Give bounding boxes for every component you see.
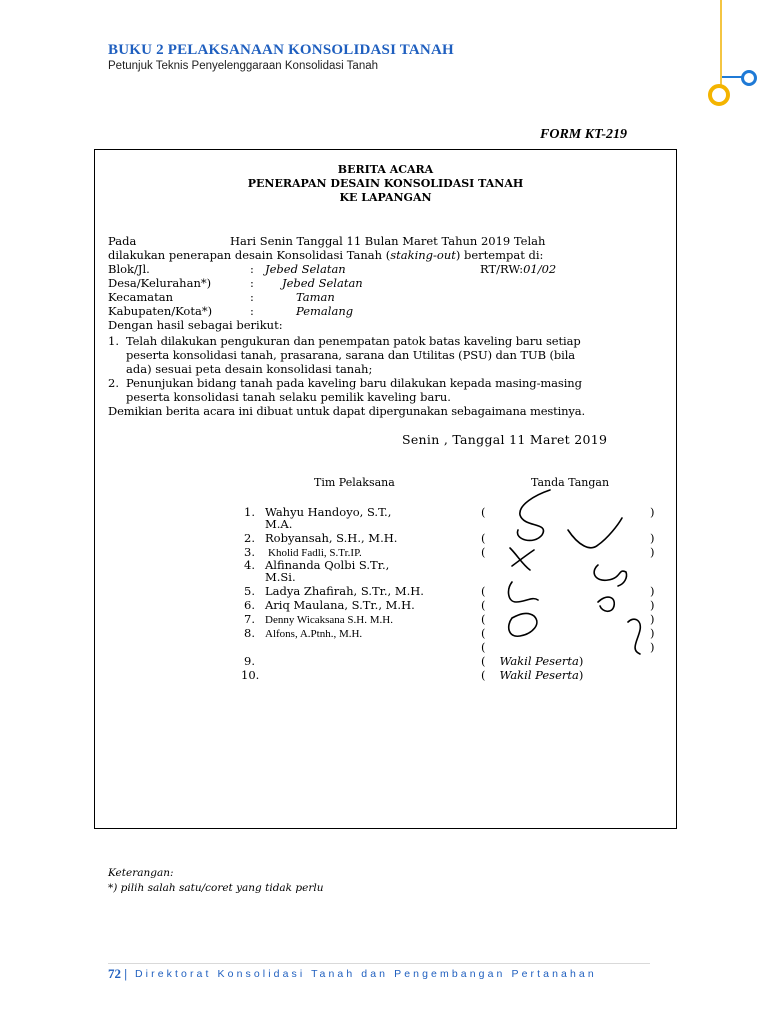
member-3-name: Kholid Fadli, S.Tr.IP. <box>268 547 362 559</box>
intro-line2: dilakukan penerapan desain Konsolidasi Tanah (staking-out) bertempat di: <box>108 248 544 262</box>
item1-number: 1. <box>108 334 119 348</box>
signature-2 <box>568 518 622 548</box>
kecamatan-value: Taman <box>296 290 335 304</box>
member-7-no: 7. <box>244 612 255 626</box>
date-place: Senin , Tanggal 11 Maret 2019 <box>402 432 608 447</box>
paren-open-8: ( <box>481 626 486 640</box>
paren-close-extra: ) <box>650 640 655 654</box>
desa-colon: : <box>250 276 254 290</box>
paren-open-extra: ( <box>481 640 486 654</box>
paren-close-3: ) <box>650 545 655 559</box>
decor-circle-yellow-icon <box>708 84 730 106</box>
paren-close-8: ) <box>650 626 655 640</box>
paren-close-1: ) <box>650 505 655 519</box>
rtrw-field: RT/RW:01/02 <box>480 262 557 276</box>
member-6-no: 6. <box>244 598 255 612</box>
member-1-name: Wahyu Handoyo, S.T., <box>265 505 392 519</box>
kabupaten-value: Pemalang <box>296 304 354 318</box>
col-header-signature: Tanda Tangan <box>531 476 610 489</box>
col-header-team: Tim Pelaksana <box>314 476 395 489</box>
signature-5 <box>509 582 538 602</box>
decor-circle-blue-icon <box>741 70 757 86</box>
member-8-name: Alfons, A.Ptnh., M.H. <box>265 628 363 640</box>
member-3-no: 3. <box>244 545 255 559</box>
signature-3 <box>510 548 534 570</box>
signature-6 <box>598 597 614 611</box>
blok-value: Jebed Selatan <box>265 262 346 276</box>
footer-divider <box>108 963 650 964</box>
paren-open-6: ( <box>481 598 486 612</box>
book-subtitle: Petunjuk Teknis Penyelenggaraan Konsolidasi Tanah <box>108 60 379 72</box>
member-1-name2: M.A. <box>265 517 293 531</box>
blok-colon: : <box>250 262 254 276</box>
book-title: BUKU 2 PELAKSANAAN KONSOLIDASI TANAH <box>108 42 454 58</box>
desa-label: Desa/Kelurahan*) <box>108 276 212 290</box>
paren-open-3: ( <box>481 545 486 559</box>
paren-close-6: ) <box>650 598 655 612</box>
blok-label: Blok/Jl. <box>108 262 150 276</box>
page-number: 72 | <box>108 966 128 981</box>
note-text: *) pilih salah satu/coret yang tidak perlu <box>108 882 324 894</box>
kabupaten-colon: : <box>250 304 254 318</box>
member-1-no: 1. <box>244 505 255 519</box>
signature-7 <box>509 613 537 636</box>
desa-value: Jebed Selatan <box>282 276 363 290</box>
kabupaten-label: Kabupaten/Kota*) <box>108 304 213 318</box>
item2-line1: Penunjukan bidang tanah pada kaveling baru dilakukan kepada masing-masing <box>126 376 582 390</box>
member-2-name: Robyansah, S.H., M.H. <box>265 531 398 545</box>
paren-close-2: ) <box>650 531 655 545</box>
item1-line3: ada) sesuai peta desain konsolidasi tanah; <box>126 362 373 376</box>
paren-open-5: ( <box>481 584 486 598</box>
intro-pada: Pada <box>108 234 137 248</box>
wakil-peserta-1: ( Wakil Peserta) <box>481 654 584 668</box>
closing-statement: Demikian berita acara ini dibuat untuk dapat dipergunakan sebagaimana mestinya. <box>108 404 585 418</box>
signature-8 <box>628 619 640 654</box>
signature-1 <box>517 490 550 540</box>
member-8-no: 8. <box>244 626 255 640</box>
item2-number: 2. <box>108 376 119 390</box>
heading-line2: PENERAPAN DESAIN KONSOLIDASI TANAH <box>247 177 524 190</box>
paren-open-7: ( <box>481 612 486 626</box>
member-4-no: 4. <box>244 558 255 572</box>
member-10-no: 10. <box>241 668 260 682</box>
signatures-image <box>490 490 670 680</box>
wakil-peserta-2: ( Wakil Peserta) <box>481 668 584 682</box>
member-5-no: 5. <box>244 584 255 598</box>
item1-line1: Telah dilakukan pengukuran dan penempatan patok batas kaveling baru setiap <box>126 334 581 348</box>
intro-date: Hari Senin Tanggal 11 Bulan Maret Tahun 2019 Telah <box>230 234 546 248</box>
paren-close-5: ) <box>650 584 655 598</box>
member-7-name: Denny Wicaksana S.H. M.H. <box>265 614 393 626</box>
paren-open-2: ( <box>481 531 486 545</box>
kecamatan-label: Kecamatan <box>108 290 174 304</box>
form-code: FORM KT-219 <box>540 127 628 142</box>
item2-line2: peserta konsolidasi tanah selaku pemilik kaveling baru. <box>126 390 451 404</box>
footer-directorate: Direktorat Konsolidasi Tanah dan Pengembangan Pertanahan <box>135 968 597 980</box>
heading-line1: BERITA ACARA <box>337 163 434 176</box>
paren-open-1: ( <box>481 505 486 519</box>
member-5-name: Ladya Zhafirah, S.Tr., M.H. <box>265 584 424 598</box>
results-intro: Dengan hasil sebagai berikut: <box>108 318 283 332</box>
member-4-name2: M.Si. <box>265 570 296 584</box>
member-6-name: Ariq Maulana, S.Tr., M.H. <box>265 598 415 612</box>
paren-close-7: ) <box>650 612 655 626</box>
item1-line2: peserta konsolidasi tanah, prasarana, sarana dan Utilitas (PSU) dan TUB (bila <box>126 348 576 362</box>
signature-4 <box>594 565 626 586</box>
member-2-no: 2. <box>244 531 255 545</box>
kecamatan-colon: : <box>250 290 254 304</box>
heading-line3: KE LAPANGAN <box>339 191 432 204</box>
member-4-name: Alfinanda Qolbi S.Tr., <box>265 558 390 572</box>
member-9-no: 9. <box>244 654 255 668</box>
note-title: Keterangan: <box>108 867 174 879</box>
decor-connector <box>722 76 742 78</box>
